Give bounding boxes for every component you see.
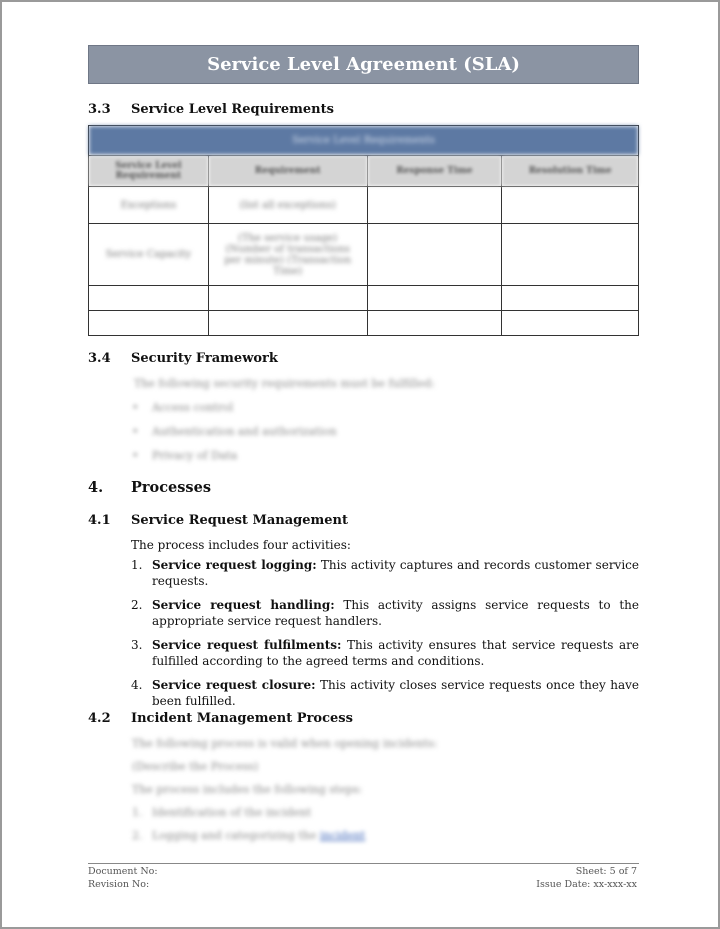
incident-line: (Describe the Process) — [132, 760, 259, 773]
list-item: • Authentication and authorization — [132, 425, 337, 438]
section-heading-3-3 — [88, 102, 334, 117]
paragraph: The process includes four activities: — [131, 538, 351, 552]
security-intro: The following security requirements must be fulfilled: — [134, 377, 435, 390]
list-item-text: Access control — [152, 401, 234, 414]
table-cell: Service Capacity — [105, 249, 192, 260]
section-heading-4 — [88, 479, 211, 496]
page-title: Service Level Agreement (SLA) — [88, 45, 639, 84]
incident-link[interactable]: incident — [319, 829, 366, 842]
section-number: 4.1 — [88, 513, 111, 528]
section-title: Processes — [131, 479, 211, 496]
list-item: • Privacy of Data — [132, 449, 238, 462]
section-number: 3.4 — [88, 351, 111, 366]
table-header: Response Time — [367, 156, 502, 187]
section-title: Service Request Management — [131, 513, 348, 528]
list-number: 2. — [131, 598, 143, 612]
table-header: Resolution Time — [502, 156, 639, 187]
table-caption: Service Level Requirements — [89, 126, 639, 156]
table-row — [89, 224, 639, 286]
list-item-text: Authentication and authorization — [152, 425, 337, 438]
list-number: 3. — [131, 638, 143, 652]
list-term: Service request handling: — [152, 598, 335, 612]
section-title: Incident Management Process — [131, 711, 353, 726]
list-item: 1. Identification of the incident — [132, 806, 312, 819]
list-text: This activity ensures that service requests are fulfilled according to the agreed terms and conditions. — [152, 638, 639, 668]
list-item — [131, 677, 639, 709]
list-item: • Access control — [132, 401, 234, 414]
footer-divider — [88, 863, 639, 864]
table-header: Requirement — [208, 156, 367, 187]
list-text: This activity closes service requests once they have been fulfilled. — [152, 678, 640, 708]
section-heading-3-4 — [88, 351, 278, 366]
list-item-text: Privacy of Data — [152, 449, 238, 462]
service-level-table — [88, 125, 639, 336]
list-term: Service request closure: — [152, 678, 316, 692]
table-cell: Exceptions — [120, 199, 177, 211]
table-cell: (The service usage) (Number of transactions per minute) (Transaction Time) — [224, 232, 352, 277]
table-cell: (list all exceptions) — [239, 199, 336, 211]
section-number: 4.2 — [88, 711, 111, 726]
document-number: Document No: — [88, 866, 158, 877]
incident-line: The process includes the following steps: — [132, 783, 363, 796]
section-number: 3.3 — [88, 102, 111, 117]
list-item-text: Logging and categorizing the — [152, 829, 320, 842]
list-number: 1. — [131, 558, 143, 572]
list-term: Service request fulfilments: — [152, 638, 342, 652]
incident-line: The following process is valid when opening incidents: — [132, 737, 438, 750]
table-row — [89, 187, 639, 224]
activities-list — [131, 557, 639, 717]
section-title: Security Framework — [131, 351, 278, 366]
section-heading-4-2 — [88, 711, 353, 726]
issue-date: Issue Date: xx-xxx-xx — [536, 879, 637, 890]
section-heading-4-1 — [88, 513, 348, 528]
revision-number: Revision No: — [88, 879, 150, 890]
list-item — [131, 597, 639, 629]
list-item — [131, 637, 639, 669]
section-number: 4. — [88, 479, 104, 496]
table-header: Service Level Requirement — [89, 156, 209, 187]
sheet-number: Sheet: 5 of 7 — [575, 866, 637, 877]
table-row — [89, 311, 639, 336]
list-text: This activity assigns service requests to the appropriate service request handlers. — [152, 598, 639, 628]
section-title: Service Level Requirements — [131, 102, 334, 117]
list-number: 4. — [131, 678, 143, 692]
list-item: 2. Logging and categorizing the incident — [132, 829, 366, 842]
list-term: Service request logging: — [152, 558, 317, 572]
list-item-text: Identification of the incident — [152, 806, 312, 819]
table-row — [89, 286, 639, 311]
list-item — [131, 557, 639, 589]
list-text: This activity captures and records customer service requests. — [152, 558, 639, 588]
